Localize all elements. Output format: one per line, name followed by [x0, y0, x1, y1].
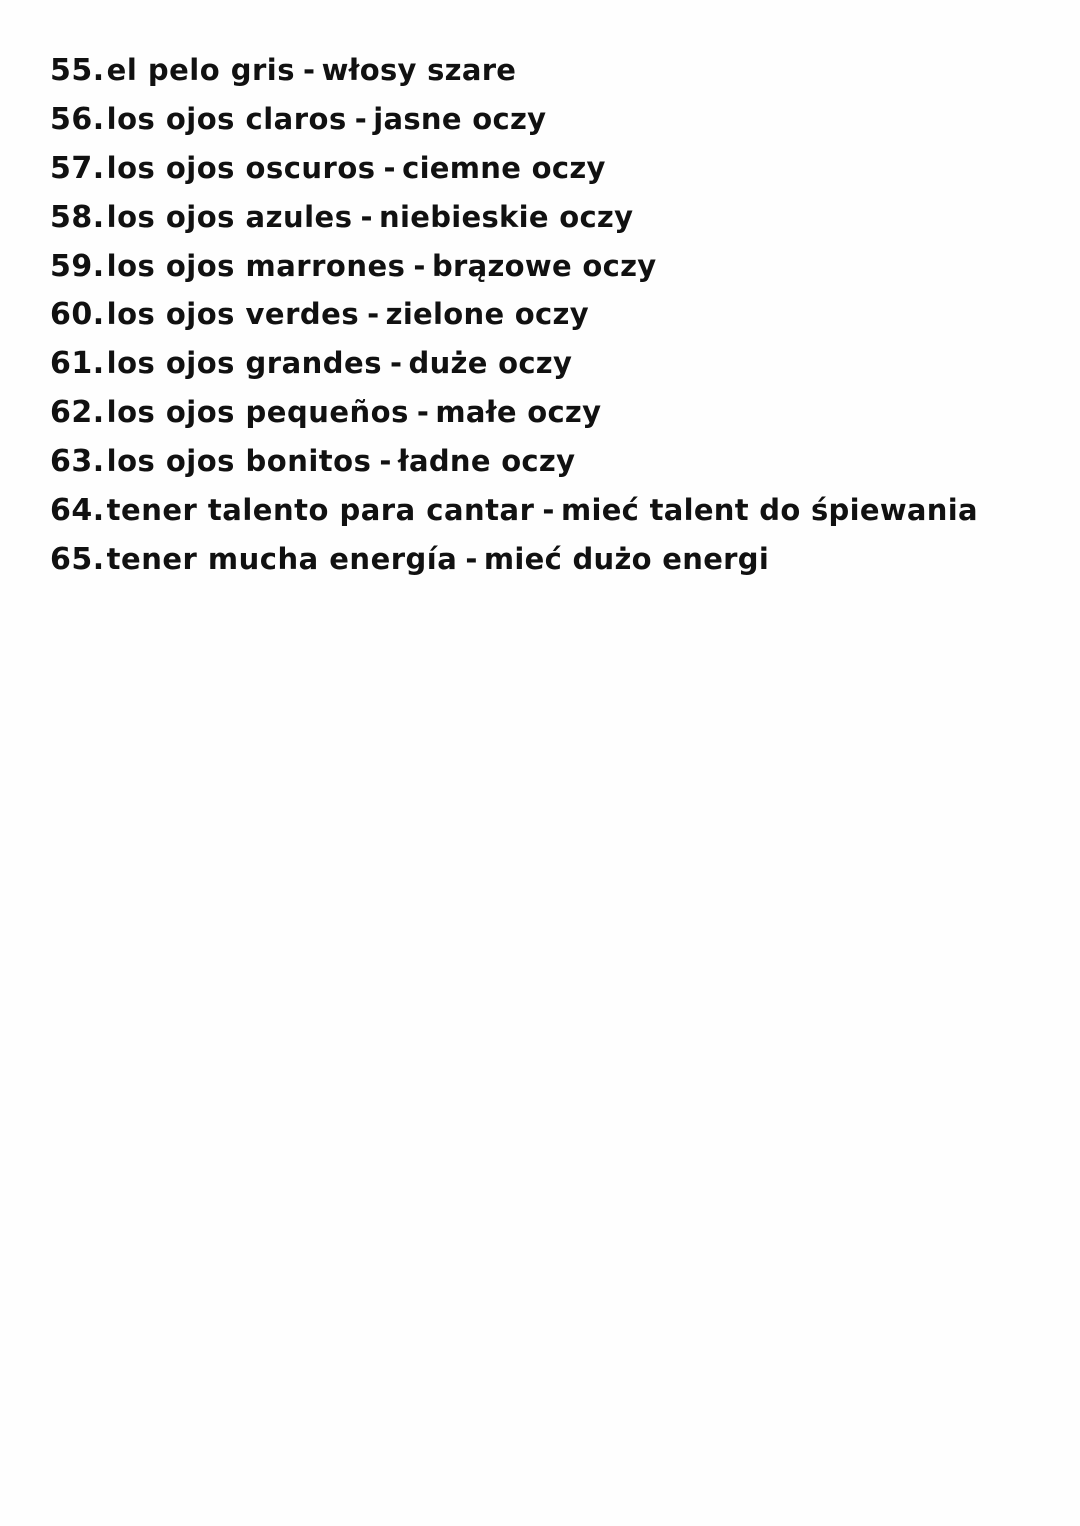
spanish-phrase: los ojos oscuros — [106, 150, 376, 185]
item-number: 57. — [50, 150, 105, 186]
item-number: 64. — [50, 493, 105, 529]
vocab-item — [50, 388, 1030, 437]
item-number: 58. — [50, 199, 105, 235]
spanish-phrase: tener mucha energía — [106, 541, 458, 576]
spanish-phrase: los ojos pequeños — [106, 395, 409, 430]
vocab-item — [50, 437, 1030, 486]
polish-translation: jasne oczy — [373, 101, 547, 136]
item-number: 59. — [50, 248, 105, 284]
separator-dash: - — [303, 53, 316, 87]
item-number: 65. — [50, 541, 105, 577]
separator-dash: - — [354, 101, 368, 136]
spanish-phrase: los ojos claros — [106, 101, 347, 136]
item-number: 61. — [50, 346, 105, 382]
separator-dash: - — [367, 297, 380, 332]
polish-translation: ładne oczy — [397, 444, 576, 479]
item-number: 56. — [50, 101, 105, 137]
vocab-item — [50, 193, 1030, 242]
vocab-item — [50, 144, 1030, 193]
separator-dash: - — [383, 150, 397, 185]
separator-dash: - — [416, 395, 430, 430]
polish-translation: mieć dużo energi — [483, 541, 770, 576]
item-number: 55. — [50, 53, 105, 88]
polish-translation: brązowe oczy — [431, 248, 657, 283]
vocab-item — [50, 95, 1030, 144]
vocab-item — [50, 339, 1030, 388]
vocab-item — [50, 290, 1030, 339]
polish-translation: duże oczy — [408, 346, 573, 381]
separator-dash: - — [542, 493, 555, 528]
polish-translation: małe oczy — [435, 395, 602, 430]
spanish-phrase: tener talento para cantar — [106, 493, 535, 528]
item-number: 63. — [50, 444, 105, 480]
vocab-item — [50, 242, 1030, 291]
spanish-phrase: los ojos verdes — [106, 297, 360, 332]
separator-dash: - — [390, 346, 403, 381]
separator-dash: - — [413, 248, 426, 283]
separator-dash: - — [465, 541, 478, 576]
separator-dash: - — [360, 199, 374, 234]
spanish-phrase: los ojos bonitos — [106, 444, 372, 479]
polish-translation: niebieskie oczy — [379, 199, 634, 234]
vocab-item — [50, 46, 1030, 95]
spanish-phrase: los ojos azules — [106, 199, 353, 234]
spanish-phrase: los ojos marrones — [106, 248, 406, 283]
item-number: 62. — [50, 395, 105, 431]
spanish-phrase: los ojos grandes — [106, 346, 382, 381]
vocab-item — [50, 486, 1030, 535]
polish-translation: włosy szare — [321, 53, 517, 87]
item-number: 60. — [50, 297, 105, 333]
polish-translation: mieć talent do śpiewania — [560, 493, 978, 528]
vocabulary-list — [50, 46, 1030, 584]
spanish-phrase: el pelo gris — [106, 53, 296, 87]
separator-dash: - — [379, 444, 392, 479]
vocab-item — [50, 535, 1030, 584]
polish-translation: ciemne oczy — [402, 150, 606, 185]
polish-translation: zielone oczy — [385, 297, 589, 332]
